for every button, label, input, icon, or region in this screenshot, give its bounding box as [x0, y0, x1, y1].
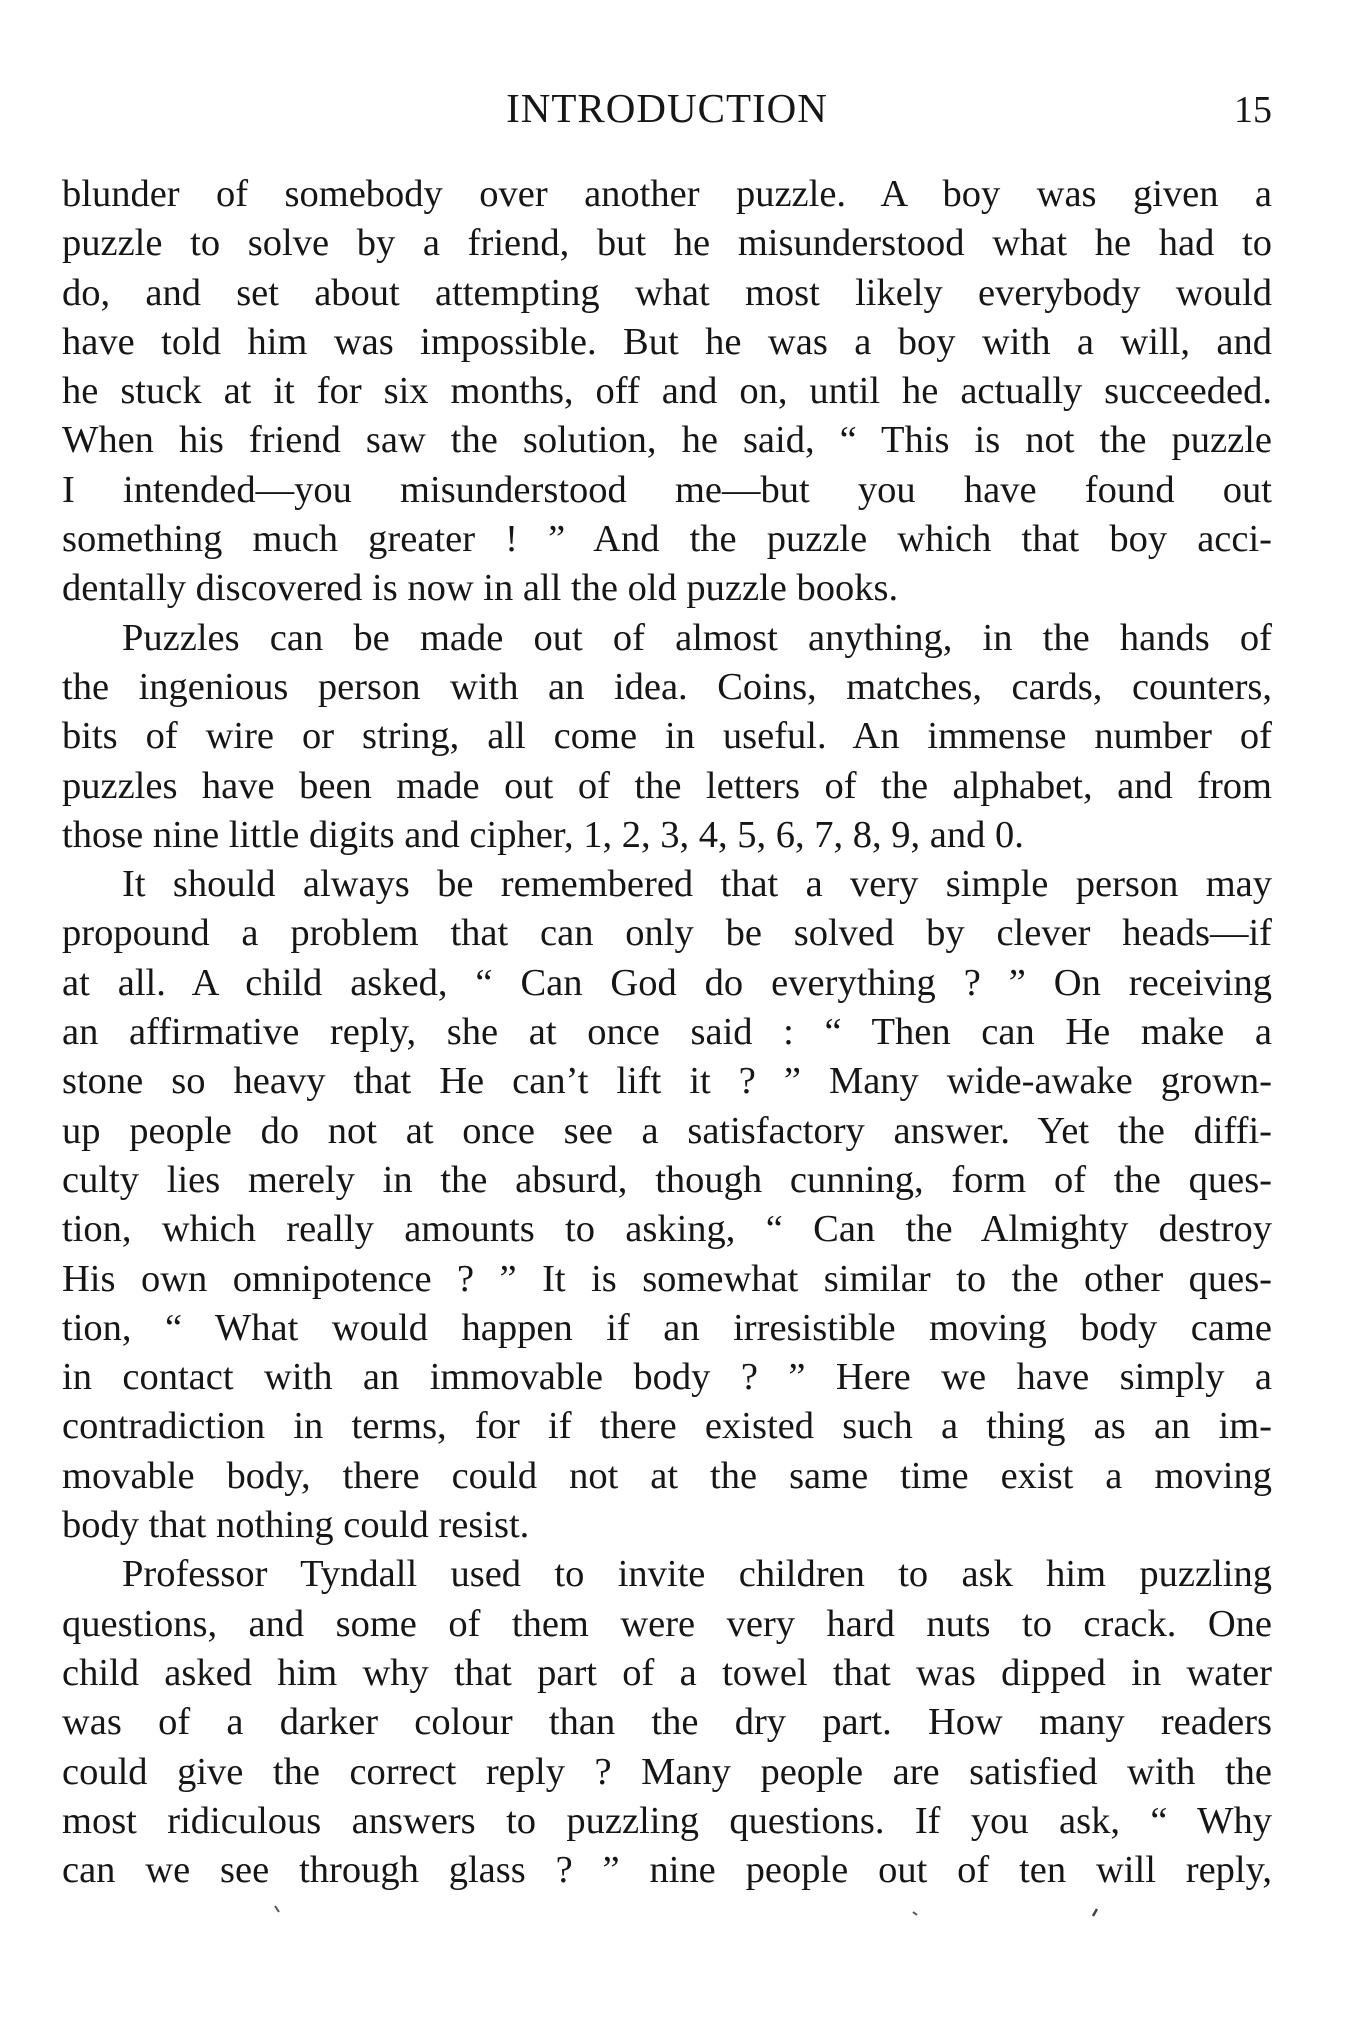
text-line: an affirmative reply, she at once said : “ Then can He make a — [62, 1011, 1272, 1054]
text-line: he stuck at it for six months, off and on, until he actually succeeded. — [62, 370, 1272, 413]
text-line: movable body, there could not at the same time exist a moving — [62, 1454, 1272, 1497]
text-line: the ingenious person with an idea. Coins, matches, cards, counters, — [62, 665, 1272, 708]
text-line: have told him was impossible. But he was a boy with a will, and — [62, 320, 1272, 363]
text-line: child asked him why that part of a towel that was dipped in water — [62, 1651, 1272, 1694]
speck-mark — [275, 1906, 279, 1912]
text-line: Puzzles can be made out of almost anything, in the hands of — [122, 616, 1272, 659]
text-line: those nine little digits and cipher, 1, 2, 3, 4, 5, 6, 7, 8, 9, and 0. — [62, 813, 1024, 856]
text-line: questions, and some of them were very hard nuts to crack. One — [62, 1602, 1272, 1645]
text-line: most ridiculous answers to puzzling questions. If you ask, “ Why — [62, 1799, 1272, 1842]
text-line: up people do not at once see a satisfactory answer. Yet the diffi- — [62, 1109, 1272, 1152]
text-line: blunder of somebody over another puzzle. A boy was given a — [62, 173, 1272, 215]
text-line: puzzles have been made out of the letters of the alphabet, and from — [62, 764, 1272, 807]
text-line: tion, “ What would happen if an irresistible moving body came — [62, 1306, 1272, 1349]
text-line: His own omnipotence ? ” It is somewhat similar to the other ques- — [62, 1257, 1272, 1300]
page-number: 15 — [1234, 89, 1272, 131]
text-line: do, and set about attempting what most likely everybody would — [62, 271, 1272, 314]
text-line: contradiction in terms, for if there existed such a thing as an im- — [62, 1405, 1272, 1448]
text-line: dentally discovered is now in all the old puzzle books. — [62, 567, 899, 610]
text-line: culty lies merely in the absurd, though cunning, form of the ques- — [62, 1158, 1272, 1201]
text-line: Professor Tyndall used to invite children to ask him puzzling — [122, 1553, 1272, 1596]
text-line: It should always be remembered that a very simple person may — [122, 863, 1272, 906]
chapter-title: INTRODUCTION — [506, 85, 828, 131]
text-line: can we see through glass ? ” nine people out of ten will reply, — [62, 1849, 1272, 1892]
speck-mark — [1093, 1909, 1097, 1916]
text-line: stone so heavy that He can’t lift it ? ” Many wide-awake grown- — [62, 1060, 1272, 1103]
speck-mark — [913, 1912, 917, 1915]
text-line: at all. A child asked, “ Can God do everything ? ” On receiving — [62, 961, 1272, 1004]
text-line: When his friend saw the solution, he said, “ This is not the puzzle — [62, 419, 1272, 462]
text-line: puzzle to solve by a friend, but he misunderstood what he had to — [62, 222, 1272, 265]
text-line: body that nothing could resist. — [62, 1504, 530, 1547]
text-line: could give the correct reply ? Many people are satisfied with the — [62, 1750, 1272, 1793]
text-line: tion, which really amounts to asking, “ Can the Almighty destroy — [62, 1208, 1272, 1251]
text-line: something much greater ! ” And the puzzle which that boy acci- — [62, 518, 1272, 561]
text-line: I intended—you misunderstood me—but you have found out — [62, 468, 1272, 511]
text-line: in contact with an immovable body ? ” Here we have simply a — [62, 1356, 1272, 1399]
text-line: propound a problem that can only be solved by clever heads—if — [62, 912, 1272, 955]
text-line: was of a darker colour than the dry part. How many readers — [62, 1701, 1272, 1744]
text-line: bits of wire or string, all come in useful. An immense number of — [62, 715, 1272, 758]
